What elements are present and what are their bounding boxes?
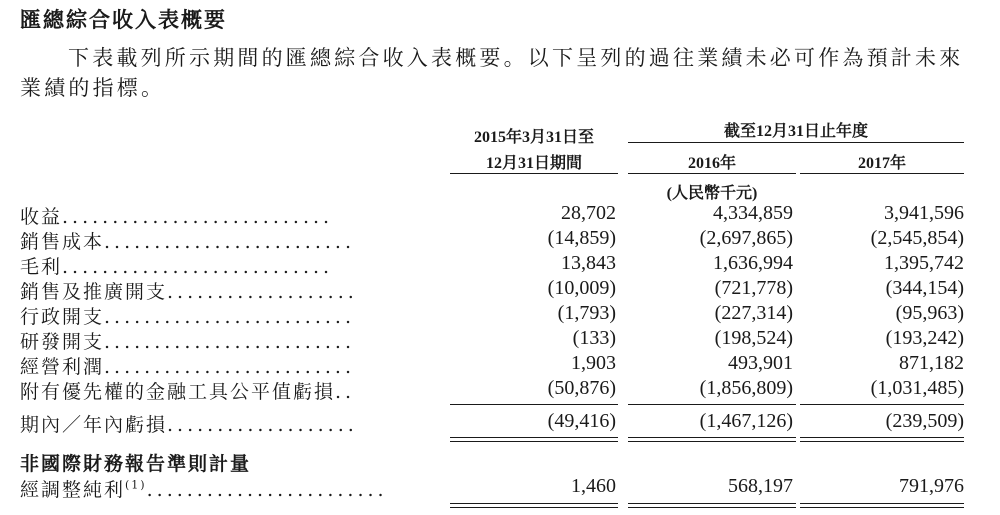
row-value-col3: 871,182 [899, 352, 964, 374]
col3-header: 2017年 [857, 155, 906, 172]
group-header-rule [628, 142, 964, 143]
unit-label: (人民幣千元) [666, 185, 758, 202]
table-row [20, 327, 980, 351]
col1-header-line2: 12月31日期間 [485, 155, 582, 172]
total-value-col2: (1,467,126) [699, 410, 793, 432]
adjusted-value-col3: 791,976 [899, 475, 964, 497]
subtotal-rule-col2 [628, 404, 796, 405]
double-rule2-col1-b [450, 507, 618, 508]
row-value-col1: 13,843 [561, 252, 616, 274]
total-label: 期內／年內虧損................... [20, 414, 358, 436]
section-title: 匯總綜合收入表概要 [20, 7, 227, 32]
total-value-col3: (239,509) [885, 410, 964, 432]
double-rule-col1-a [450, 437, 618, 438]
total-row [20, 410, 980, 434]
double-rule2-col2-a [628, 503, 796, 504]
intro-line-1: 下表載列所示期間的匯總綜合收入表概要。以下呈列的過往業績未必可作為預計未來 [68, 46, 964, 70]
row-value-col2: 4,334,859 [713, 202, 793, 224]
row-value-col1: (10,009) [547, 277, 616, 299]
row-value-col2: (198,524) [714, 327, 793, 349]
row-value-col1: (14,859) [547, 227, 616, 249]
col1-header-line1: 2015年3月31日至 [473, 129, 594, 146]
row-value-col1: (1,793) [557, 302, 616, 324]
row-value-col3: (1,031,485) [870, 377, 964, 399]
row-value-col3: 1,395,742 [884, 252, 964, 274]
table-row [20, 227, 980, 251]
row-label: 銷售及推廣開支................... [20, 281, 358, 303]
group-header: 截至12月31日止年度 [723, 123, 868, 140]
table-row [20, 277, 980, 301]
double-rule2-col3-a [800, 503, 964, 504]
table-row [20, 352, 980, 376]
row-value-col2: (227,314) [714, 302, 793, 324]
row-value-col3: (344,154) [885, 277, 964, 299]
double-rule2-col1-a [450, 503, 618, 504]
double-rule2-col3-b [800, 507, 964, 508]
row-label: 行政開支......................... [20, 306, 356, 328]
col2-header: 2016年 [687, 155, 736, 172]
double-rule2-col2-b [628, 507, 796, 508]
double-rule-col2-a [628, 437, 796, 438]
table-row [20, 302, 980, 326]
row-value-col3: (193,242) [885, 327, 964, 349]
adjusted-row [20, 475, 980, 499]
adjusted-value-col2: 568,197 [728, 475, 793, 497]
row-label: 收益........................... [20, 206, 334, 228]
intro-line-2: 業績的指標。 [20, 76, 166, 100]
col2-header-rule [628, 173, 796, 174]
row-value-col2: 1,636,994 [713, 252, 793, 274]
adjusted-label: 經調整純利$^{(1)}$........................ [20, 478, 388, 501]
double-rule-col3-b [800, 441, 964, 442]
row-value-col2: 493,901 [728, 352, 793, 374]
row-value-col1: 28,702 [561, 202, 616, 224]
total-value-col1: (49,416) [547, 410, 616, 432]
table-row [20, 202, 980, 226]
row-label: 附有優先權的金融工具公平值虧損.. [20, 381, 356, 403]
adjusted-value-col1: 1,460 [571, 475, 616, 497]
double-rule-col1-b [450, 441, 618, 442]
row-value-col2: (1,856,809) [699, 377, 793, 399]
table-row [20, 377, 980, 401]
row-value-col3: 3,941,596 [884, 202, 964, 224]
col1-header-rule [450, 173, 618, 174]
row-value-col1: 1,903 [571, 352, 616, 374]
row-label: 銷售成本......................... [20, 231, 356, 253]
table-row [20, 252, 980, 276]
section2-title: 非國際財務報告準則計量 [20, 453, 252, 475]
double-rule-col3-a [800, 437, 964, 438]
col3-header-rule [800, 173, 964, 174]
row-value-col3: (2,545,854) [870, 227, 964, 249]
footnote-marker: (1) [125, 478, 147, 492]
row-label: 研發開支......................... [20, 331, 356, 353]
row-value-col2: (721,778) [714, 277, 793, 299]
subtotal-rule-col1 [450, 404, 618, 405]
subtotal-rule-col3 [800, 404, 964, 405]
row-label: 毛利........................... [20, 256, 334, 278]
double-rule-col2-b [628, 441, 796, 442]
row-value-col3: (95,963) [895, 302, 964, 324]
row-value-col1: (50,876) [547, 377, 616, 399]
row-value-col1: (133) [572, 327, 616, 349]
row-label: 經營利潤......................... [20, 356, 356, 378]
row-value-col2: (2,697,865) [699, 227, 793, 249]
